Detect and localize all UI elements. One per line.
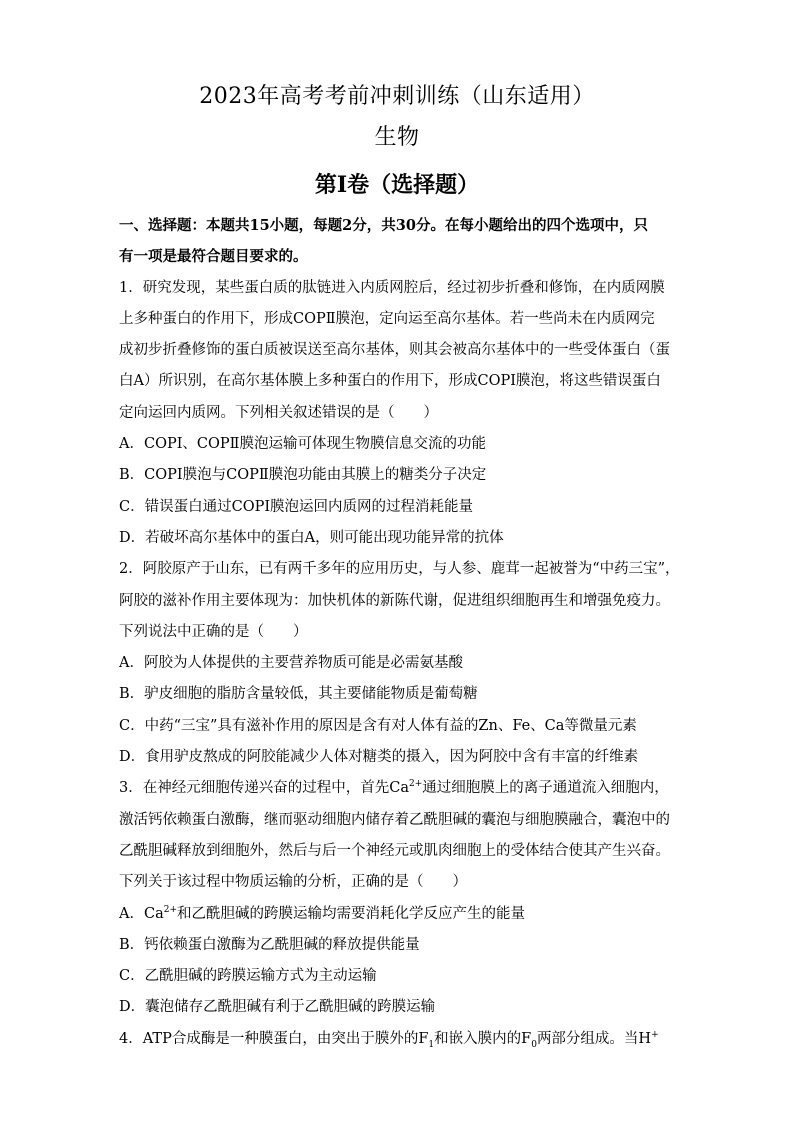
q1-stem-line: 1．研究发现，某些蛋白质的肽链进入内质网腔后，经过初步折叠和修饰，在内质网膜 bbox=[119, 279, 665, 296]
instructions-line-1: 一、选择题：本题共15小题，每题2分，共30分。在每小题给出的四个选项中，只 bbox=[119, 217, 648, 234]
q2-option-b: B．驴皮细胞的脂肪含量较低，其主要储能物质是葡萄糖 bbox=[119, 686, 478, 703]
q3-stem-text: 3．在神经元细胞传递兴奋的过程中，首先Ca bbox=[119, 780, 409, 797]
q1-option-b: B．COPI膜泡与COPⅡ膜泡功能由其膜上的糖类分子决定 bbox=[119, 467, 487, 484]
q3-option-a-superscript: 2+ bbox=[163, 904, 177, 915]
instructions-line-2: 有一项是最符合题目要求的。 bbox=[119, 248, 308, 266]
q3-option-d: D．囊泡储存乙酰胆碱有利于乙酰胆碱的跨膜运输 bbox=[119, 999, 436, 1016]
q1-option-a: A．COPI、COPⅡ膜泡运输可体现生物膜信息交流的功能 bbox=[119, 436, 487, 453]
exam-title: 2023年高考考前冲刺训练（山东适用） bbox=[199, 84, 595, 109]
q4-text: 两部分组成。当H bbox=[536, 1030, 652, 1047]
question-body bbox=[119, 210, 699, 1055]
q3-option-a bbox=[119, 899, 699, 930]
q3-option-a-text: 和乙酰胆碱的跨膜运输均需要消耗化学反应产生的能量 bbox=[177, 905, 525, 922]
q2-option-c: C．中药“三宝”具有滋补作用的原因是含有对人体有益的Zn、Fe、Ca等微量元素 bbox=[119, 717, 637, 734]
q2-stem-line: 2．阿胶原产于山东，已有两千多年的应用历史，与人参、鹿茸一起被誉为“中药三宝”， bbox=[119, 561, 680, 578]
q1-stem-line: 白A）所识别，在高尔基体膜上多种蛋白的作用下，形成COPI膜泡，将这些错误蛋白 bbox=[119, 373, 661, 390]
q4-superscript: + bbox=[651, 1029, 659, 1040]
q1-stem-line: 成初步折叠修饰的蛋白质被误送至高尔基体，则其会被高尔基体中的一些受体蛋白（蛋 bbox=[119, 342, 670, 359]
q3-stem-line: 乙酰胆碱释放到细胞外，然后与后一个神经元或肌肉细胞上的受体结合使其产生兴奋。 bbox=[119, 842, 670, 859]
q4-text: 和嵌入膜内的F bbox=[434, 1030, 532, 1047]
q2-option-a: A．阿胶为人体提供的主要营养物质可能是必需氨基酸 bbox=[119, 655, 463, 672]
q3-stem-line: 下列关于该过程中物质运输的分析，正确的是（ ） bbox=[119, 874, 467, 891]
q2-option-d: D．食用驴皮熬成的阿胶能减少人体对糖类的摄入，因为阿胶中含有丰富的纤维素 bbox=[119, 749, 639, 766]
q1-option-c: C．错误蛋白通过COPI膜泡运回内质网的过程消耗能量 bbox=[119, 498, 474, 515]
q2-stem-line: 下列说法中正确的是（ ） bbox=[119, 623, 308, 640]
subject-title: 生物 bbox=[374, 125, 420, 150]
q3-stem-text: 通过细胞膜上的离子通道流入细胞内， bbox=[422, 780, 669, 797]
section-title: 第Ⅰ卷（选择题） bbox=[314, 172, 480, 198]
q3-option-a-text: A．Ca bbox=[119, 905, 164, 922]
q3-stem-line: 激活钙依赖蛋白激酶，继而驱动细胞内储存着乙酰胆碱的囊泡与细胞膜融合，囊泡中的 bbox=[119, 811, 670, 828]
q4-stem-line bbox=[119, 1024, 699, 1055]
q4-text: 4．ATP合成酶是一种膜蛋白，由突出于膜外的F bbox=[119, 1030, 429, 1047]
q3-option-b: B．钙依赖蛋白激酶为乙酰胆碱的释放提供能量 bbox=[119, 936, 420, 953]
q3-stem-line bbox=[119, 773, 699, 804]
q4-subscript: 0 bbox=[531, 1039, 537, 1050]
q3-option-c: C．乙酰胆碱的跨膜运输方式为主动运输 bbox=[119, 968, 377, 985]
q2-stem-line: 阿胶的滋补作用主要体现为：加快机体的新陈代谢，促进组织细胞再生和增强免疫力。 bbox=[119, 592, 670, 609]
q4-subscript: 1 bbox=[428, 1039, 435, 1050]
q1-stem-line: 定向运回内质网。下列相关叙述错误的是（ ） bbox=[119, 404, 438, 421]
q1-stem-line: 上多种蛋白的作用下，形成COPⅡ膜泡，定向运至高尔基体。若一些尚未在内质网完 bbox=[119, 310, 655, 327]
q3-stem-superscript: 2+ bbox=[408, 779, 423, 790]
q1-option-d: D．若破坏高尔基体中的蛋白A，则可能出现功能异常的抗体 bbox=[119, 529, 504, 546]
